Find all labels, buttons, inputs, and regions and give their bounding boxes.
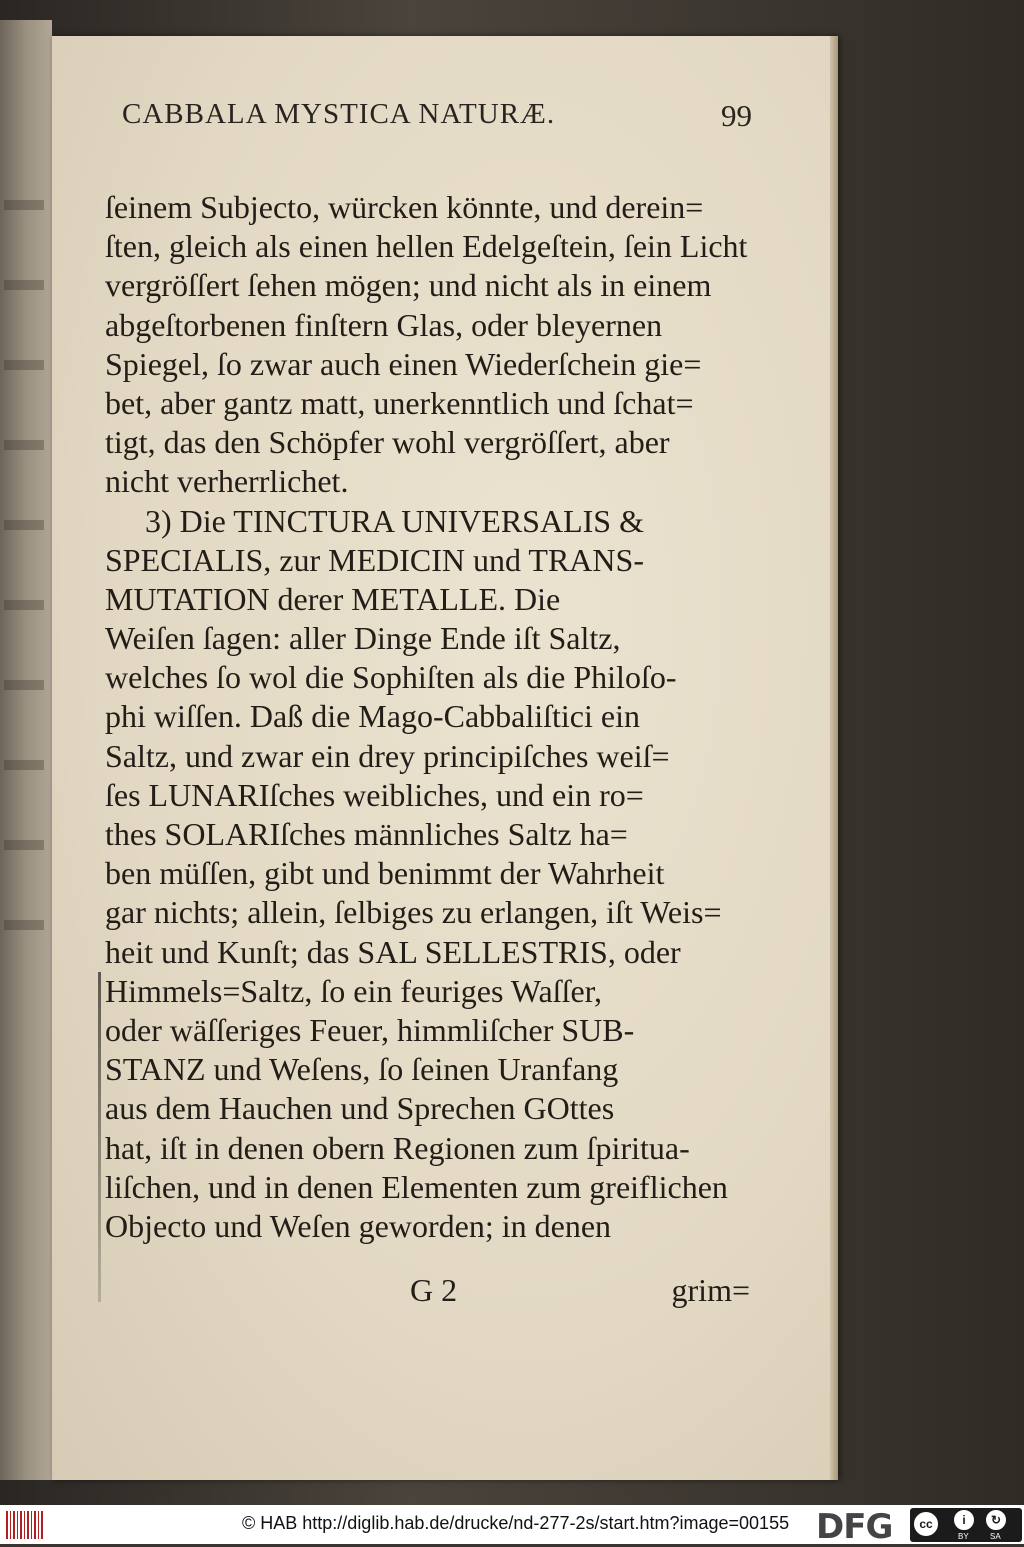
cc-license-badge[interactable]	[910, 1508, 1022, 1542]
text-line: 3) Die TINCTURA UNIVERSALIS &	[145, 502, 644, 539]
text-line: nicht verherrlichet.	[105, 463, 349, 500]
page-footer	[105, 1272, 750, 1312]
text-line: Saltz, und zwar ein drey principiſches weiſ=	[105, 737, 670, 774]
text-line: hat, iſt in denen obern Regionen zum ſpiritua-	[105, 1129, 690, 1166]
bleed-through-mark	[4, 760, 44, 770]
text-line: thes SOLARIſches männliches Saltz ha=	[105, 816, 628, 852]
dfg-logo: DFG	[816, 1507, 893, 1547]
text-line: ben müſſen, gibt und benimmt der Wahrheit	[105, 855, 665, 892]
bleed-through-mark	[4, 280, 44, 290]
text-line: Weiſen ſagen: aller Dinge Ende iſt Saltz,	[105, 620, 621, 657]
text-line: ſeinem Subjecto, würcken könnte, und derein=	[105, 189, 704, 225]
body-text	[105, 188, 750, 1246]
text-line: vergröſſert ſehen mögen; und nicht als in einem	[105, 267, 712, 304]
text-line: Objecto und Weſen geworden; in denen	[105, 1207, 612, 1244]
bleed-through-mark	[4, 840, 44, 850]
text-line: liſchen, und in denen Elementen zum greiflichen	[105, 1168, 728, 1205]
previous-page-edge	[0, 20, 52, 1480]
text-line: ſes LUNARIſches weibliches, und ein ro=	[105, 776, 644, 813]
running-title: CABBALA MYSTICA NATURÆ.	[122, 98, 556, 130]
text-line: phi wiſſen. Daß die Mago-Cabbaliſtici ein	[105, 698, 640, 735]
text-line: tigt, das den Schöpfer wohl vergröſſert, aber	[105, 424, 670, 461]
sa-label: SA	[990, 1532, 1001, 1541]
bleed-through-mark	[4, 920, 44, 930]
library-logo-icon	[6, 1511, 44, 1539]
catchword: grim=	[671, 1272, 750, 1308]
text-line: bet, aber gantz matt, unerkenntlich und ſchat=	[105, 384, 694, 421]
bleed-through-mark	[4, 360, 44, 370]
copyright-link[interactable]: © HAB http://diglib.hab.de/drucke/nd-277-2s/start.htm?image=00155	[242, 1513, 790, 1533]
text-line: heit und Kunſt; das SAL SELLESTRIS, oder	[105, 933, 681, 970]
text-line: aus dem Hauchen und Sprechen GOttes	[105, 1090, 615, 1127]
text-line: ſten, gleich als einen hellen Edelgeſtein, ſein Licht	[105, 228, 748, 265]
text-line: gar nichts; allein, ſelbiges zu erlangen, iſt Weis=	[105, 894, 722, 931]
bleed-through-mark	[4, 200, 44, 210]
signature-mark: G 2	[410, 1272, 458, 1308]
text-line: Spiegel, ſo zwar auch einen Wiederſchein gie=	[105, 345, 702, 382]
page-header	[122, 98, 752, 142]
page-number: 99	[721, 98, 752, 133]
text-line: SPECIALIS, zur MEDICIN und TRANS-	[105, 541, 644, 578]
margin-bracket	[98, 972, 101, 1302]
text-line: MUTATION derer METALLE. Die	[105, 580, 561, 617]
text-line: oder wäſſeriges Feuer, himmliſcher SUB-	[105, 1011, 635, 1048]
page-edge	[830, 36, 838, 1480]
bleed-through-mark	[4, 680, 44, 690]
text-line: STANZ und Weſens, ſo ſeinen Uranfang	[105, 1051, 619, 1088]
viewer-footer-bar	[0, 1505, 1024, 1547]
attribution-icon: i	[952, 1508, 976, 1532]
bleed-through-mark	[4, 600, 44, 610]
text-line: Himmels=Saltz, ſo ein feuriges Waſſer,	[105, 972, 603, 1009]
by-label: BY	[958, 1532, 969, 1541]
cc-icon: cc	[912, 1510, 940, 1538]
text-line: welches ſo wol die Sophiſten als die Philoſo-	[105, 659, 677, 696]
bleed-through-mark	[4, 520, 44, 530]
text-line: abgeſtorbenen finſtern Glas, oder bleyernen	[105, 306, 663, 343]
share-alike-icon: ↻	[984, 1508, 1008, 1532]
bleed-through-mark	[4, 440, 44, 450]
